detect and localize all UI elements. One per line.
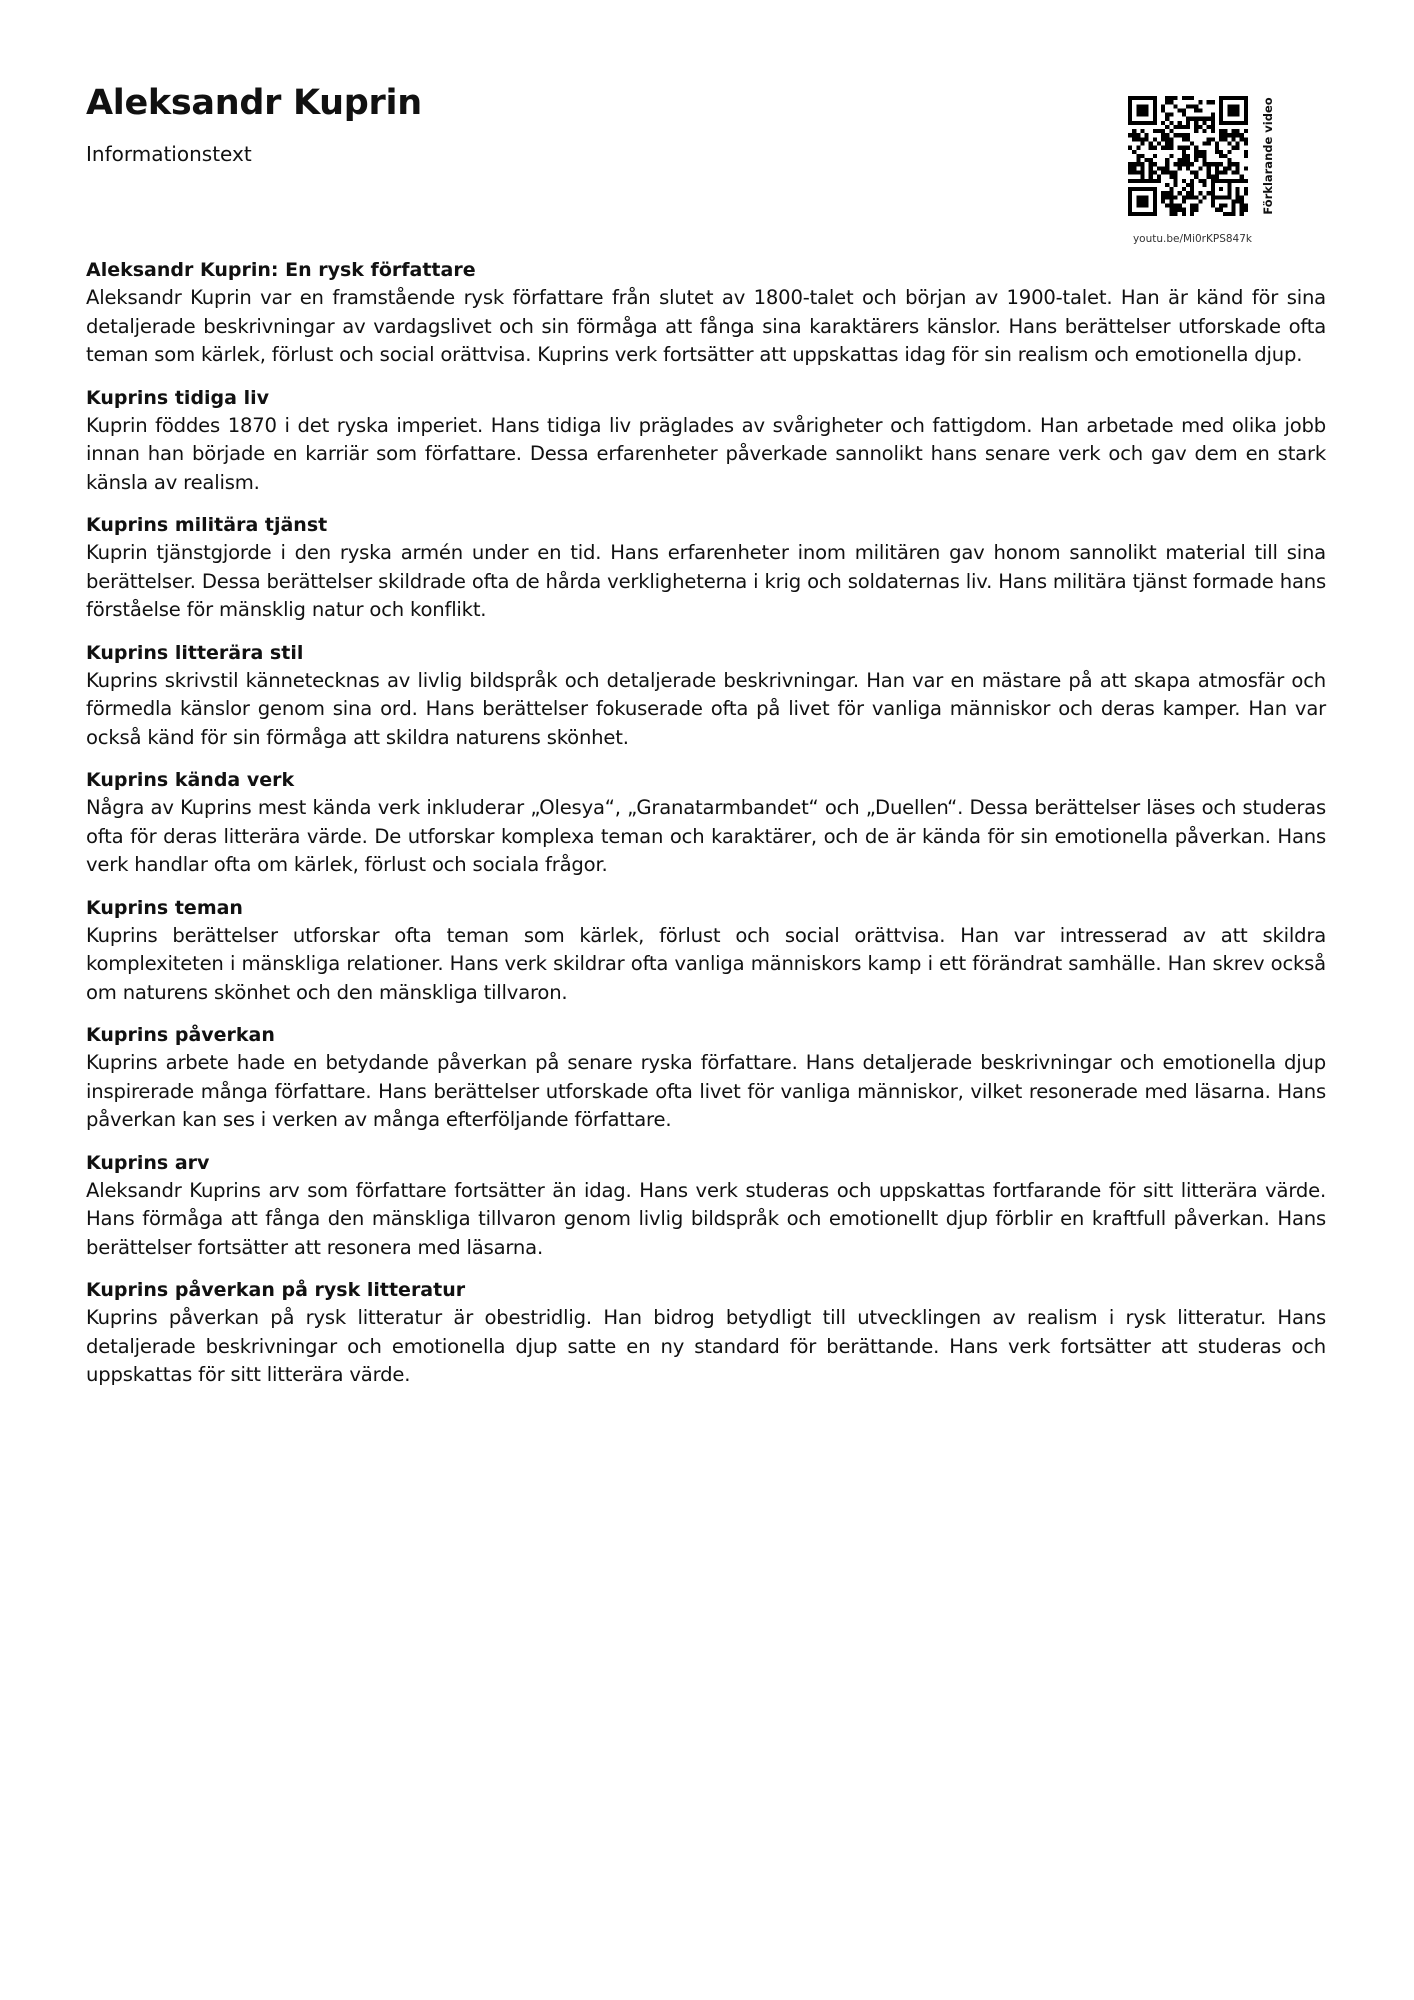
section-heading: Kuprins tidiga liv [86, 386, 270, 409]
section-heading: Kuprins teman [86, 896, 243, 919]
section-body: Kuprins skrivstil kännetecknas av livlig bildspråk och detaljerade beskrivningar. Han var en mästare på att skapa atmosfär och förmedla känslor genom sina ord. Hans berättelser fokuserade ofta på livet för vanliga människor och deras kamper. Han var också känd för sin förmåga att skildra naturens skönhet. [86, 668, 1326, 749]
qr-url[interactable]: youtu.be/Mi0rKPS847k [1132, 233, 1252, 245]
document-body [86, 256, 1326, 1404]
section [86, 766, 1326, 880]
section-body: Kuprin föddes 1870 i det ryska imperiet. Hans tidiga liv präglades av svårigheter och fattigdom. Han arbetade med olika jobb innan han började en karriär som författare. Dessa erfarenheter påverkade sannolikt hans senare verk och gav dem en stark känsla av realism. [86, 413, 1326, 494]
qr-label-text: Förklarande video [1261, 97, 1275, 215]
section-heading: Kuprins litterära stil [86, 641, 304, 664]
section [86, 639, 1326, 753]
section-heading: Kuprins påverkan [86, 1024, 275, 1046]
document-title: Aleksandr Kuprin [86, 83, 422, 123]
section [86, 384, 1326, 498]
section-heading: Kuprins kända verk [86, 769, 295, 791]
qr-label [1256, 96, 1280, 216]
section-body: Kuprins berättelser utforskar ofta teman som kärlek, förlust och social orättvisa. Han var intresserad av att skildra komplexiteten i mänskliga relationer. Hans verk skildrar ofta vanliga människors kamp i ett förändrat samhälle. Han skrev också om naturens skönhet och den mänskliga tillvaron. [86, 923, 1326, 1004]
section [86, 1149, 1326, 1263]
section-body: Aleksandr Kuprins arv som författare fortsätter än idag. Hans verk studeras och uppskattas fortfarande för sitt litterära värde. Hans förmåga att fånga den mänskliga tillvaron genom livlig bildspråk och emotionellt djup förblir en kraftfull påverkan. Hans berättelser fortsätter att resonera med läsarna. [86, 1178, 1326, 1259]
section [86, 1021, 1326, 1135]
section-body: Kuprins påverkan på rysk litteratur är obestridlig. Han bidrog betydligt till utvecklingen av realism i rysk litteratur. Hans detaljerade beskrivningar och emotionella djup satte en ny standard för berättande. Hans verk fortsätter att studeras och uppskattas för sitt litterära värde. [86, 1306, 1326, 1386]
section-body: Några av Kuprins mest kända verk inkluderar „Olesya“, „Granatarmbandet“ och „Duellen“. Dessa berättelser läses och studeras ofta för deras litterära värde. De utforskar komplexa teman och karaktärer, och de är kända för sin emotionella påverkan. Hans verk handlar ofta om kärlek, förlust och sociala frågor. [86, 796, 1326, 876]
section [86, 511, 1326, 625]
qr-block [1120, 96, 1280, 252]
section-body: Kuprins arbete hade en betydande påverkan på senare ryska författare. Hans detaljerade beskrivningar och emotionella djup inspirerade många författare. Hans berättelser utforskade ofta livet för vanliga människor, vilket resonerade med läsarna. Hans påverkan kan ses i verken av många efterföljande författare. [86, 1051, 1326, 1131]
section-body: Kuprin tjänstgjorde i den ryska armén under en tid. Hans erfarenheter inom militären gav honom sannolikt material till sina berättelser. Dessa berättelser skildrade ofta de hårda verkligheterna i krig och soldaternas liv. Hans militära tjänst formade hans förståelse för mänsklig natur och konflikt. [86, 541, 1326, 621]
section-heading: Kuprins påverkan på rysk litteratur [86, 1279, 466, 1301]
document-subtitle: Informationstext [86, 142, 252, 166]
qr-code-icon[interactable] [1128, 96, 1248, 216]
section [86, 894, 1326, 1008]
section-heading: Kuprins arv [86, 1151, 210, 1174]
section-heading: Aleksandr Kuprin: En rysk författare [86, 259, 476, 281]
section-body: Aleksandr Kuprin var en framstående rysk författare från slutet av 1800-talet och början av 1900-talet. Han är känd för sina detaljerade beskrivningar av vardagslivet och sin förmåga att fånga sina karaktärers känslor. Hans berättelser utforskade ofta teman som kärlek, förlust och social orättvisa. Kuprins verk fortsätter att uppskattas idag för sin realism och emotionella djup. [86, 286, 1326, 366]
section [86, 1276, 1326, 1390]
section-heading: Kuprins militära tjänst [86, 514, 328, 536]
section [86, 256, 1326, 370]
